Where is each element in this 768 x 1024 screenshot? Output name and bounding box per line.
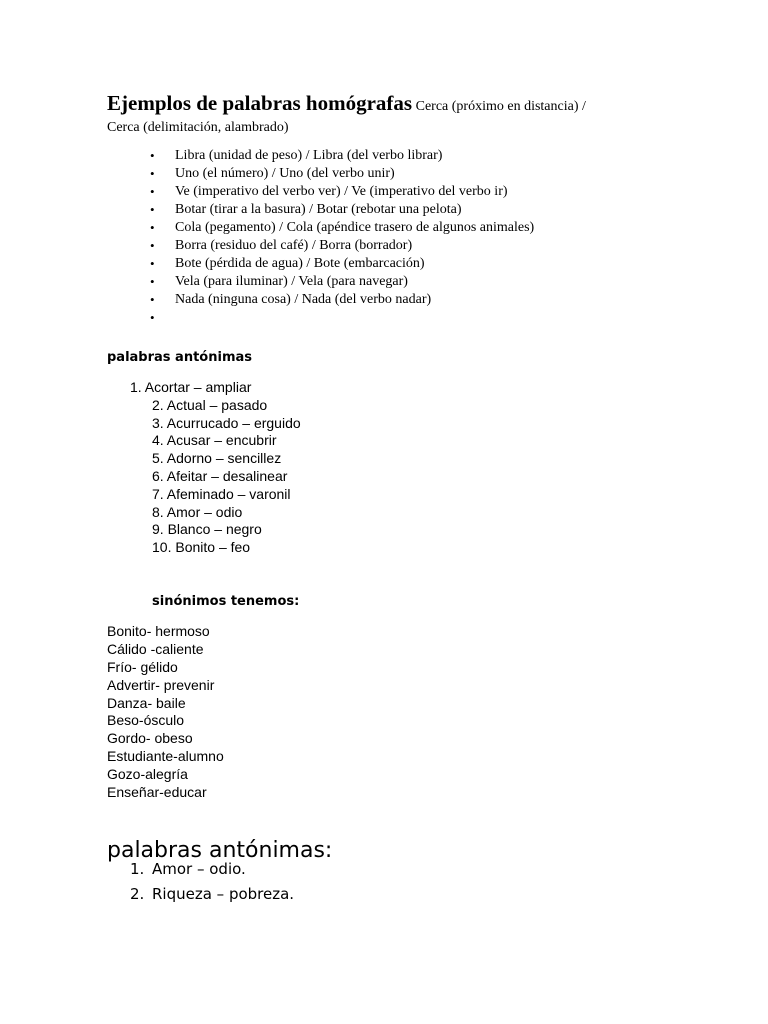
- list-item: [107, 255, 667, 273]
- list-item: Enseñar-educar: [107, 784, 207, 801]
- list-item: Estudiante-alumno: [107, 748, 224, 765]
- list-item: [107, 291, 667, 309]
- list-item: [130, 882, 294, 907]
- list-item: 9. Blanco – negro: [152, 521, 262, 538]
- bullet-icon: •: [150, 310, 155, 325]
- list-item-text: Bote (pérdida de agua) / Bote (embarcación): [175, 256, 425, 271]
- list-item: 4. Acusar – encubrir: [152, 432, 277, 449]
- list-item: [107, 201, 667, 219]
- list-item: Gordo- obeso: [107, 730, 193, 747]
- list-item: Gozo-alegría: [107, 766, 188, 783]
- homographs-section: [107, 93, 667, 327]
- bullet-icon: •: [150, 148, 155, 163]
- list-item-text: Libra (unidad de peso) / Libra (del verbo librar): [175, 148, 443, 163]
- bullet-icon: •: [150, 292, 155, 307]
- list-number: 2.: [130, 885, 145, 903]
- list-number: 1.: [130, 860, 145, 878]
- list-item: [130, 857, 294, 882]
- list-item-text: Ve (imperativo del verbo ver) / Ve (imperativo del verbo ir): [175, 184, 508, 199]
- list-item: 2. Actual – pasado: [152, 396, 268, 413]
- list-item: 1. Acortar – ampliar: [130, 379, 252, 395]
- list-item: Advertir- prevenir: [107, 676, 215, 693]
- list-item-text: Uno (el número) / Uno (del verbo unir): [175, 166, 395, 181]
- bullet-icon: •: [150, 202, 155, 217]
- list-item: 10. Bonito – feo: [152, 539, 251, 556]
- list-item: 3. Acurrucado – erguido: [152, 414, 301, 431]
- antonyms-list-large: [130, 857, 294, 907]
- homographs-title: Ejemplos de palabras homógrafas: [107, 91, 413, 115]
- antonyms-list-small: [130, 379, 301, 557]
- list-item: [107, 147, 667, 165]
- list-item: Bonito- hermoso: [107, 623, 210, 639]
- list-item: [107, 219, 667, 237]
- list-item-text: Botar (tirar a la basura) / Botar (rebotar una pelota): [175, 202, 462, 217]
- antonyms-heading-large: palabras antónimas:: [107, 838, 333, 863]
- bullet-icon: •: [150, 184, 155, 199]
- list-item: 8. Amor – odio: [152, 503, 243, 520]
- list-item: 5. Adorno – sencillez: [152, 450, 282, 467]
- list-item: [107, 165, 667, 183]
- bullet-icon: •: [150, 238, 155, 253]
- list-item: [107, 183, 667, 201]
- list-item-text: Vela (para iluminar) / Vela (para navegar): [175, 274, 408, 289]
- list-item: [107, 273, 667, 291]
- list-item: [107, 237, 667, 255]
- list-item-text: Riqueza – pobreza.: [152, 885, 295, 903]
- synonyms-list: [107, 623, 224, 802]
- list-item: Cálido -caliente: [107, 640, 204, 657]
- antonyms-heading-small: palabras antónimas: [107, 350, 252, 365]
- list-item-text: Borra (residuo del café) / Borra (borrador): [175, 238, 413, 253]
- homographs-header: [107, 93, 667, 138]
- list-item: Frío- gélido: [107, 658, 178, 675]
- list-item: 6. Afeitar – desalinear: [152, 467, 288, 484]
- list-item: 7. Afeminado – varonil: [152, 485, 291, 502]
- list-item: Danza- baile: [107, 694, 186, 711]
- homographs-subtitle-part2: Cerca (delimitación, alambrado): [107, 120, 289, 135]
- bullet-icon: •: [150, 166, 155, 181]
- homographs-subtitle-part1: Cerca (próximo en distancia) /: [412, 99, 586, 114]
- synonyms-heading: sinónimos tenemos:: [152, 594, 300, 609]
- bullet-icon: •: [150, 274, 155, 289]
- homographs-list: [107, 147, 667, 327]
- list-item-text: Cola (pegamento) / Cola (apéndice trasero de algunos animales): [175, 220, 535, 235]
- list-item: Beso-ósculo: [107, 712, 185, 729]
- bullet-icon: •: [150, 256, 155, 271]
- list-item-text: Nada (ninguna cosa) / Nada (del verbo nadar): [175, 292, 432, 307]
- bullet-icon: •: [150, 220, 155, 235]
- list-item-text: Amor – odio.: [152, 860, 246, 878]
- list-item: [107, 309, 667, 327]
